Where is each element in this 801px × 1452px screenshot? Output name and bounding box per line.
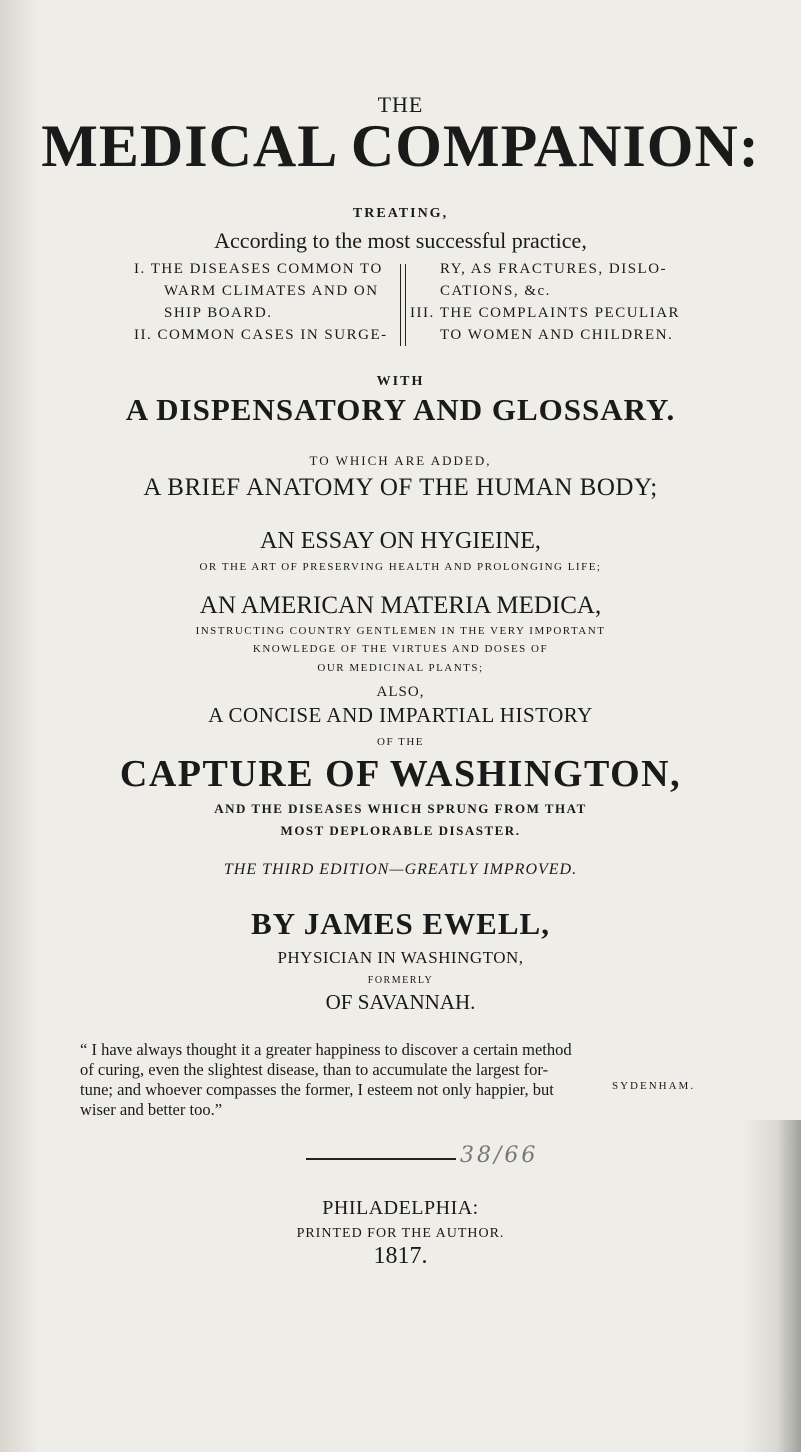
pre-title: THE bbox=[377, 92, 424, 117]
epigraph-line: “ I have always thought it a greater happiness to discover a certain method bbox=[80, 1040, 572, 1059]
capture-heading: CAPTURE OF WASHINGTON, bbox=[119, 753, 682, 795]
contents-left-column bbox=[134, 258, 402, 346]
also-label: ALSO, bbox=[376, 684, 425, 700]
formerly-label: FORMERLY bbox=[367, 975, 434, 986]
contents-line: WARM CLIMATES AND ON bbox=[164, 283, 379, 299]
materia-subtitle-line: OUR MEDICINAL PLANTS; bbox=[317, 662, 484, 674]
contents-line: RY, AS FRACTURES, DISLO- bbox=[440, 261, 668, 277]
edition-statement: THE THIRD EDITION—GREATLY IMPROVED. bbox=[223, 861, 578, 878]
contents-right-column bbox=[410, 258, 681, 346]
dispensatory-heading: A DISPENSATORY AND GLOSSARY. bbox=[125, 392, 676, 427]
essay-subtitle: OR THE ART OF PRESERVING HEALTH AND PROLONGING LIFE; bbox=[199, 561, 602, 573]
author-name: BY JAMES EWELL, bbox=[251, 906, 550, 941]
contents-line: II. COMMON CASES IN SURGE- bbox=[134, 327, 388, 343]
epigraph-attribution: SYDENHAM. bbox=[612, 1080, 696, 1092]
history-heading: A CONCISE AND IMPARTIAL HISTORY bbox=[208, 703, 593, 727]
contents-line: CATIONS, &c. bbox=[440, 283, 551, 299]
author-title: PHYSICIAN IN WASHINGTON, bbox=[277, 948, 524, 967]
epigraph-line: tune; and whoever compasses the former, I esteem not only happier, but bbox=[80, 1080, 554, 1099]
contents-line: III. THE COMPLAINTS PECULIAR bbox=[410, 305, 681, 321]
diseases-line: AND THE DISEASES WHICH SPRUNG FROM THAT bbox=[214, 801, 587, 816]
epigraph-line: of curing, even the slightest disease, than to accumulate the largest for- bbox=[80, 1060, 549, 1079]
contents-columns bbox=[134, 258, 681, 368]
materia-subtitle-line: INSTRUCTING COUNTRY GENTLEMEN IN THE VERY IMPORTANT bbox=[195, 625, 606, 637]
imprint-city: PHILADELPHIA: bbox=[322, 1197, 479, 1219]
book-title: MEDICAL COMPANION: bbox=[41, 113, 760, 179]
essay-heading: AN ESSAY ON HYGIEINE, bbox=[260, 528, 541, 554]
with-label: WITH bbox=[376, 374, 425, 389]
column-divider bbox=[400, 264, 406, 346]
imprint-year: 1817. bbox=[373, 1243, 428, 1269]
treating-label: TREATING, bbox=[352, 206, 449, 221]
contents-line: TO WOMEN AND CHILDREN. bbox=[440, 327, 674, 343]
materia-heading: AN AMERICAN MATERIA MEDICA, bbox=[199, 592, 602, 619]
imprint-printer: PRINTED FOR THE AUTHOR. bbox=[296, 1226, 505, 1241]
materia-subtitle-line: KNOWLEDGE OF THE VIRTUES AND DOSES OF bbox=[252, 643, 549, 655]
foxing-stain bbox=[741, 1120, 801, 1452]
anatomy-heading: A BRIEF ANATOMY OF THE HUMAN BODY; bbox=[143, 474, 658, 501]
of-the-label: OF THE bbox=[377, 736, 424, 748]
according-line: According to the most successful practice, bbox=[214, 228, 587, 253]
to-which-added: TO WHICH ARE ADDED, bbox=[309, 453, 492, 468]
contents-line: I. THE DISEASES COMMON TO bbox=[134, 261, 383, 277]
handwritten-shelfmark: 38/66 bbox=[460, 1143, 539, 1168]
author-origin: OF SAVANNAH. bbox=[325, 990, 476, 1014]
double-rule bbox=[306, 1158, 456, 1164]
contents-line: SHIP BOARD. bbox=[164, 305, 273, 321]
epigraph-line: wiser and better too.” bbox=[80, 1100, 223, 1119]
deplorable-line: MOST DEPLORABLE DISASTER. bbox=[280, 823, 521, 838]
